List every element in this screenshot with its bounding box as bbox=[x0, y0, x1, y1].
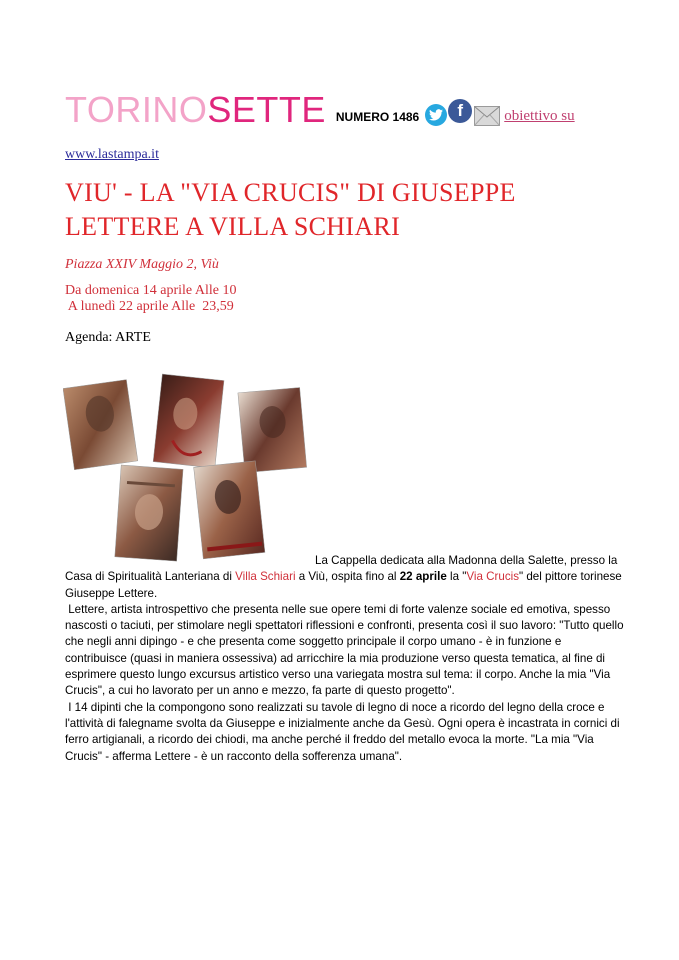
paragraph-1 bbox=[65, 553, 625, 602]
paragraph-3: I 14 dipinti che la compongono sono realizzati su tavole di legno di noce a ricordo del legno della croce e l'attività di falegname svolta da Giuseppe e inizialmente anche da Gesù. Ogni opera è incastrata in cornici di ferro artigianali, a ricordo dei chiodi, ma anche perché il freddo del metallo evoca la morte. "La mia "Via Crucis" - afferma Lettere - è un racconto della sofferenza umana". bbox=[65, 700, 623, 763]
p1-text-3: la " bbox=[446, 570, 467, 584]
p1-text: La Cappella dedicata alla Madonna della Salette, presso la Casa di Spiritualità Lanteriana di bbox=[65, 554, 618, 584]
p1-text-2: a Viù, ospita fino al bbox=[295, 570, 400, 584]
mail-icon[interactable] bbox=[474, 106, 500, 126]
painting-2 bbox=[153, 374, 224, 468]
article-title: VIU' - LA "VIA CRUCIS" DI GIUSEPPE LETTERE A VILLA SCHIARI bbox=[65, 178, 516, 241]
facebook-icon[interactable]: f bbox=[448, 99, 472, 123]
painting-3 bbox=[238, 388, 307, 473]
issue-number: NUMERO 1486 bbox=[335, 110, 420, 124]
p1-text-4: " del pittore torinese Giuseppe Lettere. bbox=[65, 570, 622, 600]
painting-1 bbox=[63, 380, 138, 470]
event-dates bbox=[65, 283, 236, 315]
torinosette-logo[interactable] bbox=[65, 89, 326, 130]
date-start: Da domenica 14 aprile Alle 10 bbox=[65, 283, 237, 298]
agenda-category: Agenda: ARTE bbox=[65, 330, 151, 345]
social-icons bbox=[425, 99, 500, 126]
masthead bbox=[65, 84, 575, 128]
article-body bbox=[65, 553, 625, 765]
logo-part-sette: SETTE bbox=[207, 89, 326, 130]
event-address: Piazza XXIV Maggio 2, Viù bbox=[65, 257, 219, 272]
lastampa-link[interactable]: www.lastampa.it bbox=[65, 147, 159, 162]
date-end: A lunedì 22 aprile Alle 23,59 bbox=[65, 299, 234, 314]
logo-part-torino: TORINO bbox=[65, 89, 208, 130]
villa-schiari-highlight: Villa Schiari bbox=[235, 570, 296, 584]
end-date-bold: 22 aprile bbox=[399, 570, 447, 584]
twitter-icon[interactable] bbox=[425, 104, 447, 126]
via-crucis-paintings-collage bbox=[63, 372, 323, 562]
obiettivo-link[interactable]: obiettivo su bbox=[504, 108, 575, 124]
via-crucis-highlight: Via Crucis bbox=[466, 570, 519, 584]
paragraph-2: Lettere, artista introspettivo che presenta nelle sue opere temi di forte valenze sociale ed emotiva, spesso nascosti o taciuti, per stimolare negli spettatori riflessioni e confronti, presenta così il suo lavoro: "Tutto quello che negli anni dipingo - e che presenta come soggetto principale il corpo umano - è in funzione e contribuisce (quasi in maniera ossessiva) ad arricchire la mia produzione verso questa tematica, al fine di esprimere questo lungo excursus artistico verso una variegata mostra sul tema: il corpo. Anche la mia "Via Crucis", a cui ho lavorato per un anno e mezzo, fa parte di questo progetto". bbox=[65, 602, 627, 698]
painting-5 bbox=[194, 461, 265, 559]
painting-4 bbox=[115, 465, 183, 561]
